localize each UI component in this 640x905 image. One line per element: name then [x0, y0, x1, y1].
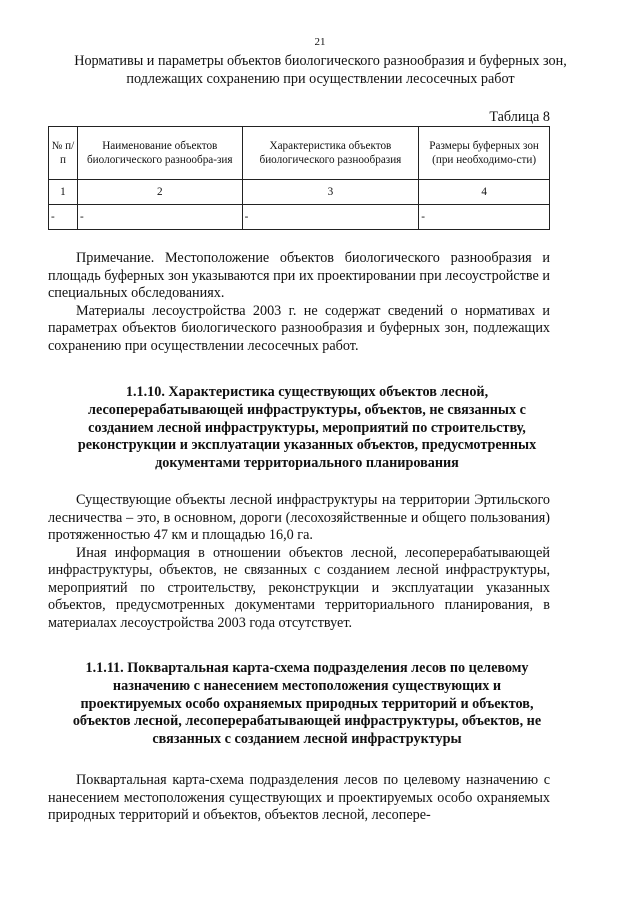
table-label: Таблица 8 — [489, 109, 550, 125]
table-row — [49, 205, 550, 230]
document-title: Нормативы и параметры объектов биологического разнообразия и буферных зон, подлежащих сохранению при осуществлении лесосечных работ — [74, 53, 567, 87]
section-heading-1-1-11: 1.1.11. Поквартальная карта-схема подразделения лесов по целевому назначению с нанесением местоположения существующих и проектируемых особо охраняемых природных территорий и объектов, объектов лесной, лесоперерабатывающей инфраструктуры, объектов, не связанных с созданием лесной инфраструктуры — [72, 660, 542, 748]
table-cell: 1 — [49, 180, 78, 205]
table-header-row — [49, 127, 550, 180]
section-heading-1-1-10: 1.1.10. Характеристика существующих объектов лесной, лесоперерабатывающей инфраструктуры, объектов, не связанных с созданием лесной инфраструктуры, мероприятий по строительству, реконструкции и эксплуатации указанных объектов, предусмотренных документами территориального планирования — [77, 384, 537, 472]
table-header-cell: Размеры буферных зон (при необходимо-сти) — [419, 127, 550, 180]
table-cell: 3 — [242, 180, 419, 205]
body-paragraph: Иная информация в отношении объектов лесной, лесоперерабатывающей инфраструктуры, объектов, не связанных с созданием лесной инфраструктуры, мероприятий по строительству, реконструкции и эксплуатации указанных объектов, предусмотренных документами территориального планирования, в материалах лесоустройства 2003 года отсутствует. — [48, 544, 550, 631]
table-cell: - — [242, 205, 419, 230]
note-paragraph: Примечание. Местоположение объектов биологического разнообразия и площадь буферных зон указываются при их проектировании при лесоустройстве и специальных обследованиях. — [48, 250, 550, 301]
biodiversity-table — [48, 126, 550, 230]
section-body-1-1-11 — [48, 772, 550, 825]
table-cell: - — [77, 205, 242, 230]
table-header-cell: Характеристика объектов биологического разнообразия — [242, 127, 419, 180]
table-cell: - — [419, 205, 550, 230]
table-cell: - — [49, 205, 78, 230]
table-cell: 4 — [419, 180, 550, 205]
table-header-cell: Наименование объектов биологического разнообра-зия — [77, 127, 242, 180]
body-paragraph: Существующие объекты лесной инфраструктуры на территории Эртильского лесничества – это, в основном, дороги (лесохозяйственные и общего пользования) протяженностью 47 км и площадью 16,0 га. — [48, 492, 550, 543]
page-number: 21 — [314, 36, 326, 48]
table-note — [48, 250, 550, 355]
section-body-1-1-10 — [48, 492, 550, 632]
note-paragraph: Материалы лесоустройства 2003 г. не содержат сведений о нормативах и параметрах объектов биологического разнообразия и буферных зон, подлежащих сохранению при осуществлении лесосечных работ. — [48, 302, 550, 354]
table-number-row — [49, 180, 550, 205]
table-header-cell: № п/п — [49, 127, 78, 180]
body-paragraph: Поквартальная карта-схема подразделения лесов по целевому назначению с нанесением местоположения существующих и проектируемых особо охраняемых природных территорий и объектов, объектов лесной, лесопере- — [48, 772, 550, 823]
table-cell: 2 — [77, 180, 242, 205]
